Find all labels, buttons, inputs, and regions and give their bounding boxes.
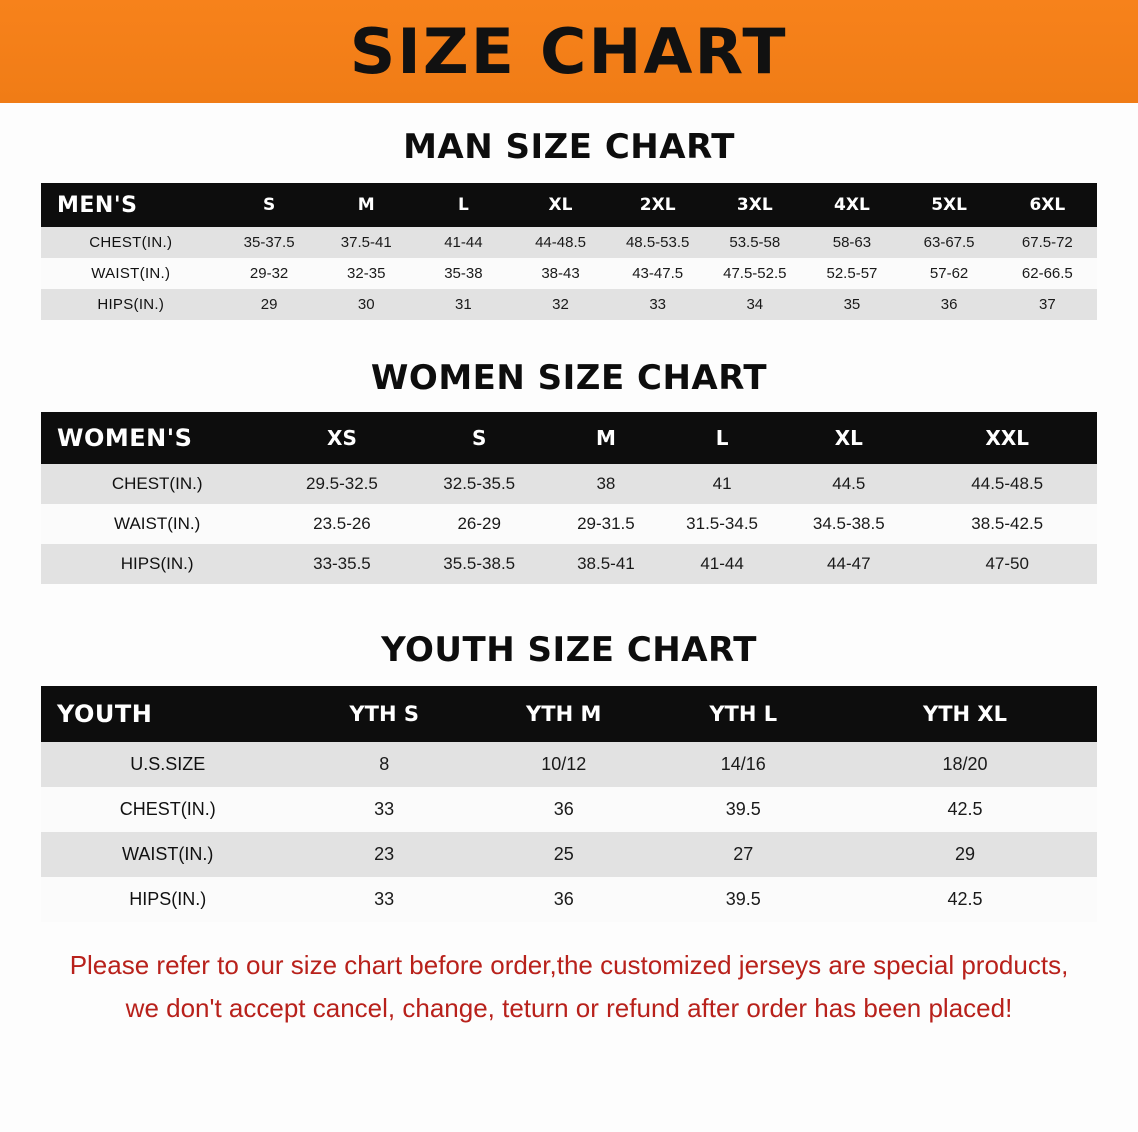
women-size-table-wrapper [41,412,1097,584]
table-cell: 38.5-42.5 [917,504,1097,544]
youth-table-body [41,742,1097,922]
table-cell: 34 [706,289,803,320]
table-cell: 48.5-53.5 [609,227,706,258]
table-cell: 26-29 [411,504,548,544]
youth-table-header [41,686,1097,742]
women-table-body [41,464,1097,584]
table-cell: 47.5-52.5 [706,258,803,289]
table-cell: 23.5-26 [273,504,410,544]
table-cell: 38-43 [512,258,609,289]
column-header: M [318,183,415,227]
youth-size-table [41,686,1097,922]
table-cell: 32 [512,289,609,320]
column-header: XXL [917,412,1097,464]
table-cell: 44-47 [780,544,917,584]
disclaimer-line-2: we don't accept cancel, change, teturn or refund after order has been placed! [125,992,1013,1023]
table-cell: 41-44 [664,544,780,584]
column-header: S [221,183,318,227]
table-cell: 39.5 [653,787,833,832]
table-cell: 35 [803,289,900,320]
table-cell: 35-38 [415,258,512,289]
column-header: YTH L [653,686,833,742]
man-table-header [41,183,1097,227]
table-cell: 29.5-32.5 [273,464,410,504]
column-header: WOMEN'S [41,412,273,464]
table-cell: 44-48.5 [512,227,609,258]
table-row [41,877,1097,922]
table-cell: 62-66.5 [998,258,1097,289]
table-cell: 41-44 [415,227,512,258]
table-cell: 42.5 [833,877,1097,922]
column-header: M [548,412,664,464]
table-cell: 53.5-58 [706,227,803,258]
column-header: YTH XL [833,686,1097,742]
column-header: YTH S [294,686,474,742]
man-size-table [41,183,1097,320]
youth-size-table-wrapper [41,686,1097,922]
table-cell: 8 [294,742,474,787]
table-cell: 32.5-35.5 [411,464,548,504]
column-header: 3XL [706,183,803,227]
table-cell: 18/20 [833,742,1097,787]
table-cell: 34.5-38.5 [780,504,917,544]
table-cell: 43-47.5 [609,258,706,289]
column-header: S [411,412,548,464]
man-size-table-wrapper [41,183,1097,320]
table-cell: 29 [221,289,318,320]
table-cell: 30 [318,289,415,320]
table-cell: 63-67.5 [901,227,998,258]
disclaimer-line-1: Please refer to our size chart before order,the customized jerseys are special products, [69,950,1069,980]
table-cell: 37.5-41 [318,227,415,258]
table-row [41,464,1097,504]
row-label: HIPS(IN.) [41,877,294,922]
table-cell: 58-63 [803,227,900,258]
row-label: WAIST(IN.) [41,258,221,289]
table-cell: 35-37.5 [221,227,318,258]
table-header-row [41,183,1097,227]
row-label: CHEST(IN.) [41,787,294,832]
table-row [41,787,1097,832]
table-row [41,544,1097,584]
column-header: XL [512,183,609,227]
table-cell: 47-50 [917,544,1097,584]
table-cell: 33 [294,787,474,832]
table-cell: 37 [998,289,1097,320]
table-cell: 36 [474,877,654,922]
row-label: HIPS(IN.) [41,289,221,320]
man-table-body [41,227,1097,320]
table-cell: 39.5 [653,877,833,922]
banner [0,0,1138,103]
table-cell: 38 [548,464,664,504]
column-header: YTH M [474,686,654,742]
table-cell: 44.5-48.5 [917,464,1097,504]
column-header: XL [780,412,917,464]
column-header: 6XL [998,183,1097,227]
row-label: CHEST(IN.) [41,227,221,258]
table-cell: 33 [294,877,474,922]
column-header: XS [273,412,410,464]
table-row [41,258,1097,289]
table-cell: 33 [609,289,706,320]
table-cell: 29 [833,832,1097,877]
women-size-table [41,412,1097,584]
table-cell: 10/12 [474,742,654,787]
column-header: 4XL [803,183,900,227]
youth-section-title: YOUTH SIZE CHART [381,630,757,670]
table-cell: 44.5 [780,464,917,504]
table-cell: 36 [901,289,998,320]
table-cell: 36 [474,787,654,832]
table-cell: 52.5-57 [803,258,900,289]
row-label: WAIST(IN.) [41,832,294,877]
column-header: YOUTH [41,686,294,742]
table-cell: 29-31.5 [548,504,664,544]
table-cell: 25 [474,832,654,877]
column-header: L [415,183,512,227]
table-row [41,227,1097,258]
table-cell: 31.5-34.5 [664,504,780,544]
table-row [41,504,1097,544]
row-label: HIPS(IN.) [41,544,273,584]
column-header: 2XL [609,183,706,227]
table-row [41,832,1097,877]
table-cell: 27 [653,832,833,877]
table-cell: 35.5-38.5 [411,544,548,584]
column-header: MEN'S [41,183,221,227]
table-cell: 23 [294,832,474,877]
women-table-header [41,412,1097,464]
women-section-title: WOMEN SIZE CHART [370,358,768,398]
table-row [41,742,1097,787]
table-cell: 38.5-41 [548,544,664,584]
row-label: U.S.SIZE [41,742,294,787]
page-title: SIZE CHART [350,14,788,88]
table-cell: 29-32 [221,258,318,289]
table-header-row [41,686,1097,742]
row-label: CHEST(IN.) [41,464,273,504]
table-cell: 67.5-72 [998,227,1097,258]
table-cell: 41 [664,464,780,504]
column-header: L [664,412,780,464]
table-header-row [41,412,1097,464]
table-cell: 31 [415,289,512,320]
man-section-title: MAN SIZE CHART [403,127,735,167]
row-label: WAIST(IN.) [41,504,273,544]
table-cell: 42.5 [833,787,1097,832]
table-cell: 33-35.5 [273,544,410,584]
table-cell: 14/16 [653,742,833,787]
table-row [41,289,1097,320]
disclaimer-note [64,944,1074,1030]
table-cell: 32-35 [318,258,415,289]
column-header: 5XL [901,183,998,227]
table-cell: 57-62 [901,258,998,289]
